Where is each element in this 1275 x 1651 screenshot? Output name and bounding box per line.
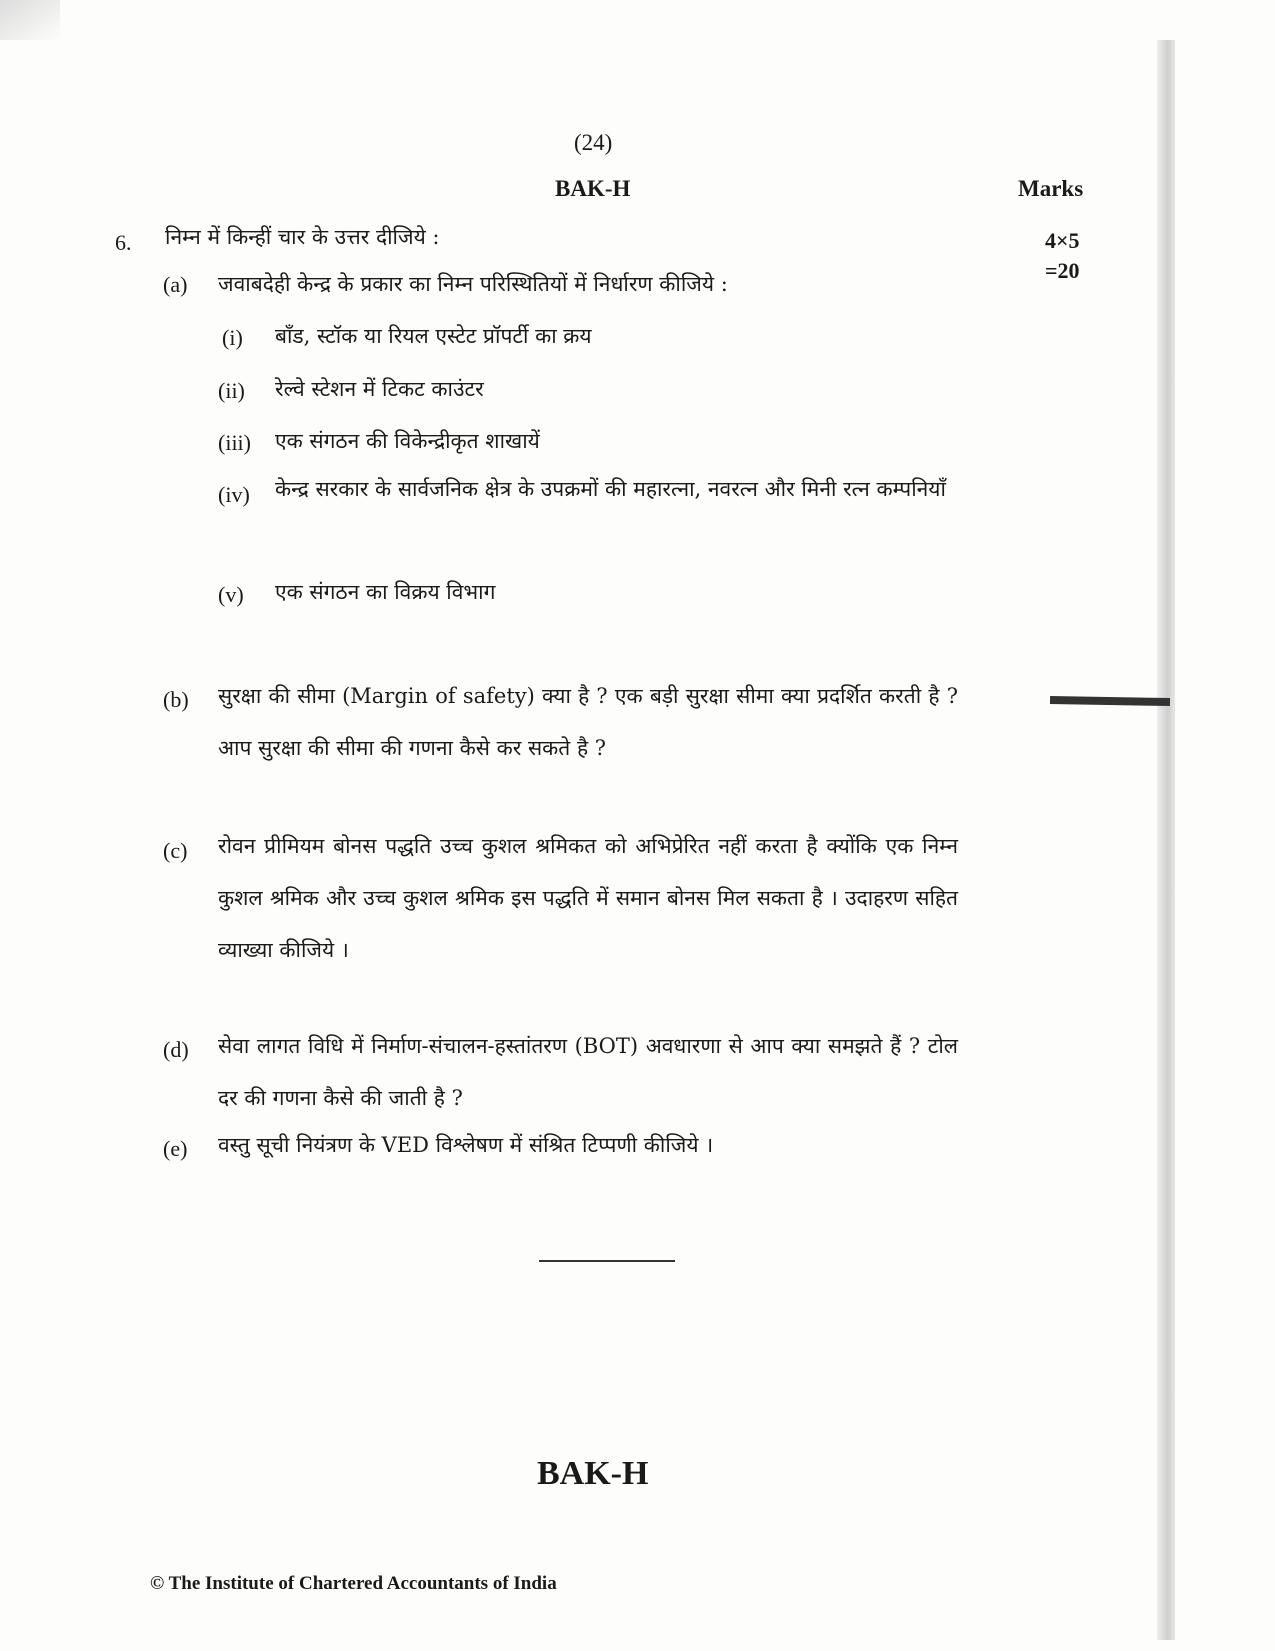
part-b-text: सुरक्षा की सीमा (Margin of safety) क्या है ? एक बड़ी सुरक्षा सीमा क्या प्रदर्शित करती है ? आप सुरक्षा की सीमा की गणना कैसे कर सकते है ? bbox=[218, 684, 958, 760]
part-a-item-text: केन्द्र सरकार के सार्वजनिक क्षेत्र के उपक्रमों की महारत्ना, नवरत्न और मिनी रत्न कम्पनियाँ bbox=[275, 477, 946, 501]
part-d-label: (d) bbox=[163, 1037, 189, 1062]
part-a-text: जवाबदेही केन्द्र के प्रकार का निम्न परिस्थितियों में निर्धारण कीजिये : bbox=[218, 272, 728, 296]
paper-code-footer: BAK-H bbox=[537, 1455, 649, 1492]
page-number: (24) bbox=[574, 130, 613, 155]
part-a-item-label: (iii) bbox=[218, 430, 251, 455]
paper-code-header: BAK-H bbox=[555, 176, 631, 201]
part-b-label: (b) bbox=[163, 687, 189, 712]
marks-value-line2: =20 bbox=[1045, 258, 1080, 283]
marks-value bbox=[1045, 226, 1080, 286]
page-binding-shadow bbox=[1157, 40, 1175, 1640]
scan-mark bbox=[1050, 696, 1170, 706]
part-a-item-label: (v) bbox=[218, 582, 244, 607]
marks-heading: Marks bbox=[1018, 176, 1084, 201]
part-a-item-text: बाँड, स्टॉक या रियल एस्टेट प्रॉपर्टी का क्रय bbox=[275, 324, 592, 348]
part-a-item-text: रेल्वे स्टेशन में टिकट काउंटर bbox=[275, 377, 484, 401]
part-a-label: (a) bbox=[163, 272, 188, 297]
part-d-text: सेवा लागत विधि में निर्माण-संचालन-हस्तांतरण (BOT) अवधारणा से आप क्या समझते हैं ? टोल दर की गणना कैसे की जाती है ? bbox=[218, 1034, 958, 1110]
part-a-item-label: (ii) bbox=[218, 378, 245, 403]
part-c-text: रोवन प्रीमियम बोनस पद्धति उच्च कुशल श्रमिकत को अभिप्रेरित नहीं करता है क्योंकि एक निम्न कुशल श्रमिक और उच्च कुशल श्रमिक इस पद्धति में समान बोनस मिल सकता है । उदाहरण सहित व्याख्या कीजिये । bbox=[218, 834, 958, 962]
page-corner-shadow bbox=[0, 0, 60, 40]
part-a-item-text: एक संगठन का विक्रय विभाग bbox=[275, 580, 496, 604]
question-number: 6. bbox=[115, 230, 132, 255]
marks-value-line1: 4×5 bbox=[1045, 228, 1080, 253]
part-a-item-text: एक संगठन की विकेन्द्रीकृत शाखायें bbox=[275, 429, 540, 453]
question-instruction: निम्न में किन्हीं चार के उत्तर दीजिये : bbox=[165, 225, 440, 249]
part-c-label: (c) bbox=[163, 838, 188, 863]
part-a-item-label: (iv) bbox=[218, 482, 250, 507]
part-a-item-label: (i) bbox=[222, 325, 243, 350]
part-e-label: (e) bbox=[163, 1136, 188, 1161]
section-divider bbox=[539, 1260, 675, 1262]
copyright-footer: © The Institute of Chartered Accountants of India bbox=[150, 1573, 557, 1594]
part-e-text: वस्तु सूची नियंत्रण के VED विश्लेषण में संश्रित टिप्पणी कीजिये । bbox=[218, 1133, 714, 1157]
